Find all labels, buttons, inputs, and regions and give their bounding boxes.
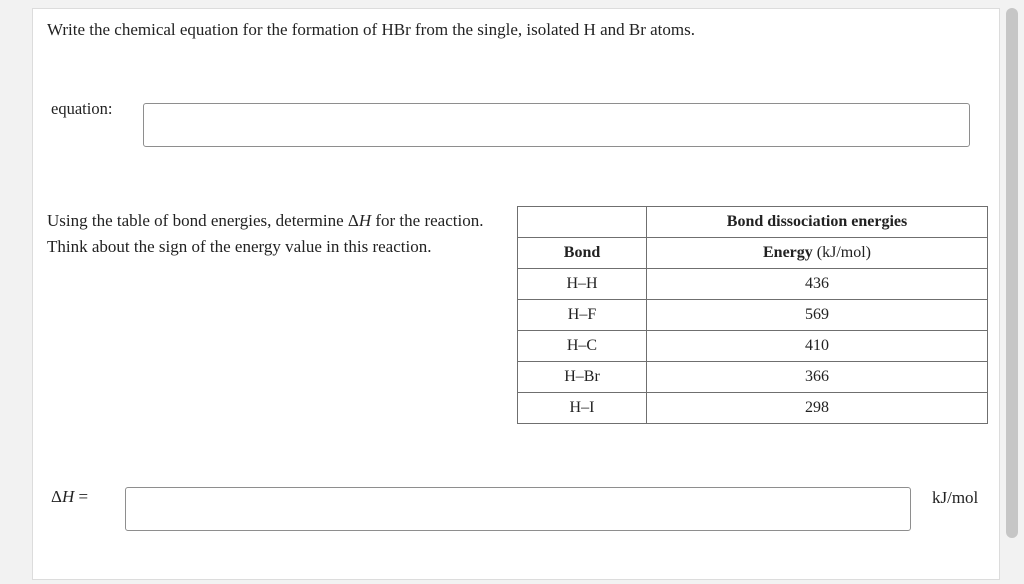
table-caption: Bond dissociation energies xyxy=(647,207,988,238)
table-caption-row xyxy=(518,207,988,238)
instructions-after: for the reaction. Think about the sign of the energy value in this reaction. xyxy=(47,211,484,256)
energy-header-unit: (kJ/mol) xyxy=(816,244,871,261)
delta-h-label xyxy=(51,486,88,508)
table-row xyxy=(518,269,988,300)
enthalpy-variable: H xyxy=(358,211,372,230)
enthalpy-variable: H xyxy=(61,487,75,506)
bond-cell: H–H xyxy=(518,269,647,300)
equation-input[interactable] xyxy=(143,103,970,147)
table-header-row xyxy=(518,238,988,269)
energy-cell: 366 xyxy=(647,362,988,393)
energy-cell: 298 xyxy=(647,393,988,424)
bond-cell: H–I xyxy=(518,393,647,424)
bond-column-header: Bond xyxy=(518,238,647,269)
delta-symbol: Δ xyxy=(347,211,359,230)
instructions-text xyxy=(47,208,487,260)
scrollbar[interactable] xyxy=(1006,8,1018,538)
bond-energy-table xyxy=(517,206,988,424)
energy-cell: 436 xyxy=(647,269,988,300)
equation-label: equation: xyxy=(51,99,113,118)
table-row xyxy=(518,393,988,424)
energy-cell: 569 xyxy=(647,300,988,331)
delta-h-input[interactable] xyxy=(125,487,911,531)
instructions-before: Using the table of bond energies, determine xyxy=(47,211,348,230)
table-row xyxy=(518,331,988,362)
bond-cell: H–F xyxy=(518,300,647,331)
bond-cell: H–C xyxy=(518,331,647,362)
table-row xyxy=(518,362,988,393)
energy-column-header xyxy=(647,238,988,269)
energy-header-label: Energy xyxy=(763,244,813,261)
equals-sign: = xyxy=(74,487,89,506)
unit-label: kJ/mol xyxy=(932,488,979,507)
energy-cell: 410 xyxy=(647,331,988,362)
delta-symbol: Δ xyxy=(51,487,62,506)
bond-cell: H–Br xyxy=(518,362,647,393)
table-row xyxy=(518,300,988,331)
question-text: Write the chemical equation for the formation of HBr from the single, isolated H and Br atoms. xyxy=(47,20,695,39)
